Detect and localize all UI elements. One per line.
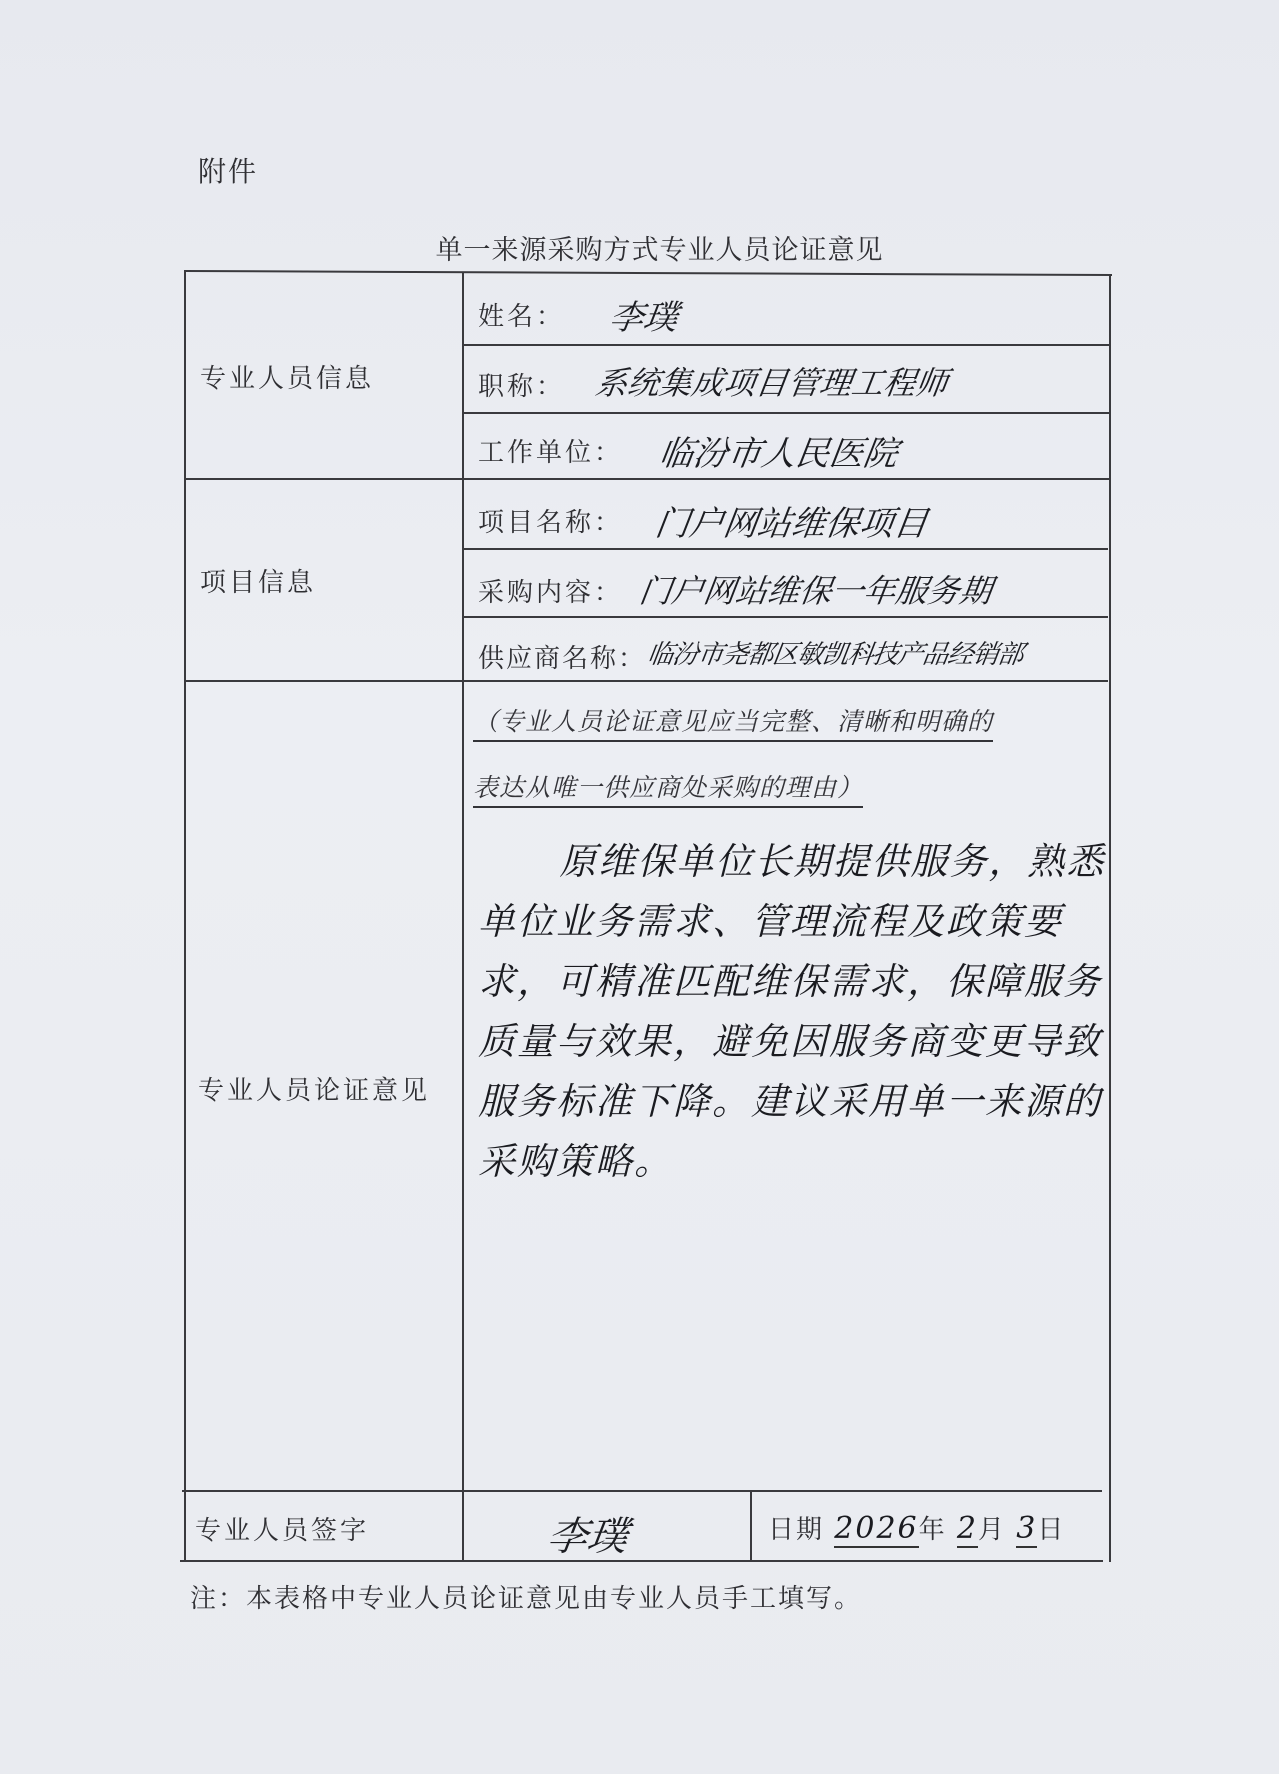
row-divider <box>464 344 1110 346</box>
name-label: 姓名： <box>478 302 566 332</box>
procurement-content-label: 采购内容： <box>478 578 624 608</box>
section-divider <box>186 478 1110 480</box>
row-divider <box>464 616 1108 618</box>
date-day-unit: 日 <box>1037 1515 1066 1545</box>
name-value: 李璞 <box>606 298 681 338</box>
table-border-top <box>186 270 1112 276</box>
title-value: 系统集成项目管理工程师 <box>593 364 951 402</box>
signature-value: 李璞 <box>544 1514 631 1560</box>
row-divider <box>464 412 1110 414</box>
footer-note: 注：本表格中专业人员论证意见由专业人员手工填写。 <box>190 1584 863 1614</box>
section-signature-label: 专业人员签字 <box>195 1516 370 1546</box>
date-year: 2026 <box>834 1511 919 1546</box>
date-label: 日期 <box>768 1515 825 1545</box>
table-divider-date <box>750 1492 752 1560</box>
date-year-unit: 年 <box>918 1515 947 1545</box>
procurement-content-value: 门户网站维保一年服务期 <box>637 572 995 610</box>
date-month-unit: 月 <box>978 1515 1007 1545</box>
section-opinion-label: 专业人员论证意见 <box>198 1076 431 1106</box>
attachment-label: 附件 <box>198 155 259 188</box>
employer-label: 工作单位： <box>478 438 624 468</box>
opinion-instruction-line-1: （专业人员论证意见应当完整、清晰和明确的 <box>473 707 993 742</box>
employer-value: 临汾市人民医院 <box>656 434 901 474</box>
section-divider <box>186 680 1108 682</box>
project-name-label: 项目名称： <box>478 508 624 538</box>
opinion-instruction-line-2: 表达从唯一供应商处采购的理由） <box>473 773 863 808</box>
section-project-label: 项目信息 <box>200 568 317 598</box>
date-day: 3 <box>1016 1511 1038 1546</box>
section-personnel-label: 专业人员信息 <box>200 364 375 394</box>
supplier-name-label: 供应商名称： <box>478 644 647 674</box>
signature-date <box>768 1509 1065 1546</box>
table-divider-column <box>462 272 464 1562</box>
table-border-left <box>184 270 186 1562</box>
section-divider <box>182 1490 1102 1492</box>
opinion-instruction <box>473 700 1103 832</box>
table-border-bottom <box>180 1560 1103 1562</box>
row-divider <box>464 548 1108 550</box>
project-name-value: 门户网站维保项目 <box>652 504 931 544</box>
document-title: 单一来源采购方式专业人员论证意见 <box>435 235 884 266</box>
supplier-name-value: 临汾市尧都区敏凯科技产品经销部 <box>645 640 1025 670</box>
opinion-handwritten-text: 原维保单位长期提供服务，熟悉单位业务需求、管理流程及政策要求，可精准匹配维保需求，保障服务质量与效果，避免因服务商变更导致服务标准下降。建议采用单一来源的采购策略。 <box>478 840 1106 1183</box>
title-label: 职称： <box>478 372 566 402</box>
date-month: 2 <box>956 1511 979 1546</box>
